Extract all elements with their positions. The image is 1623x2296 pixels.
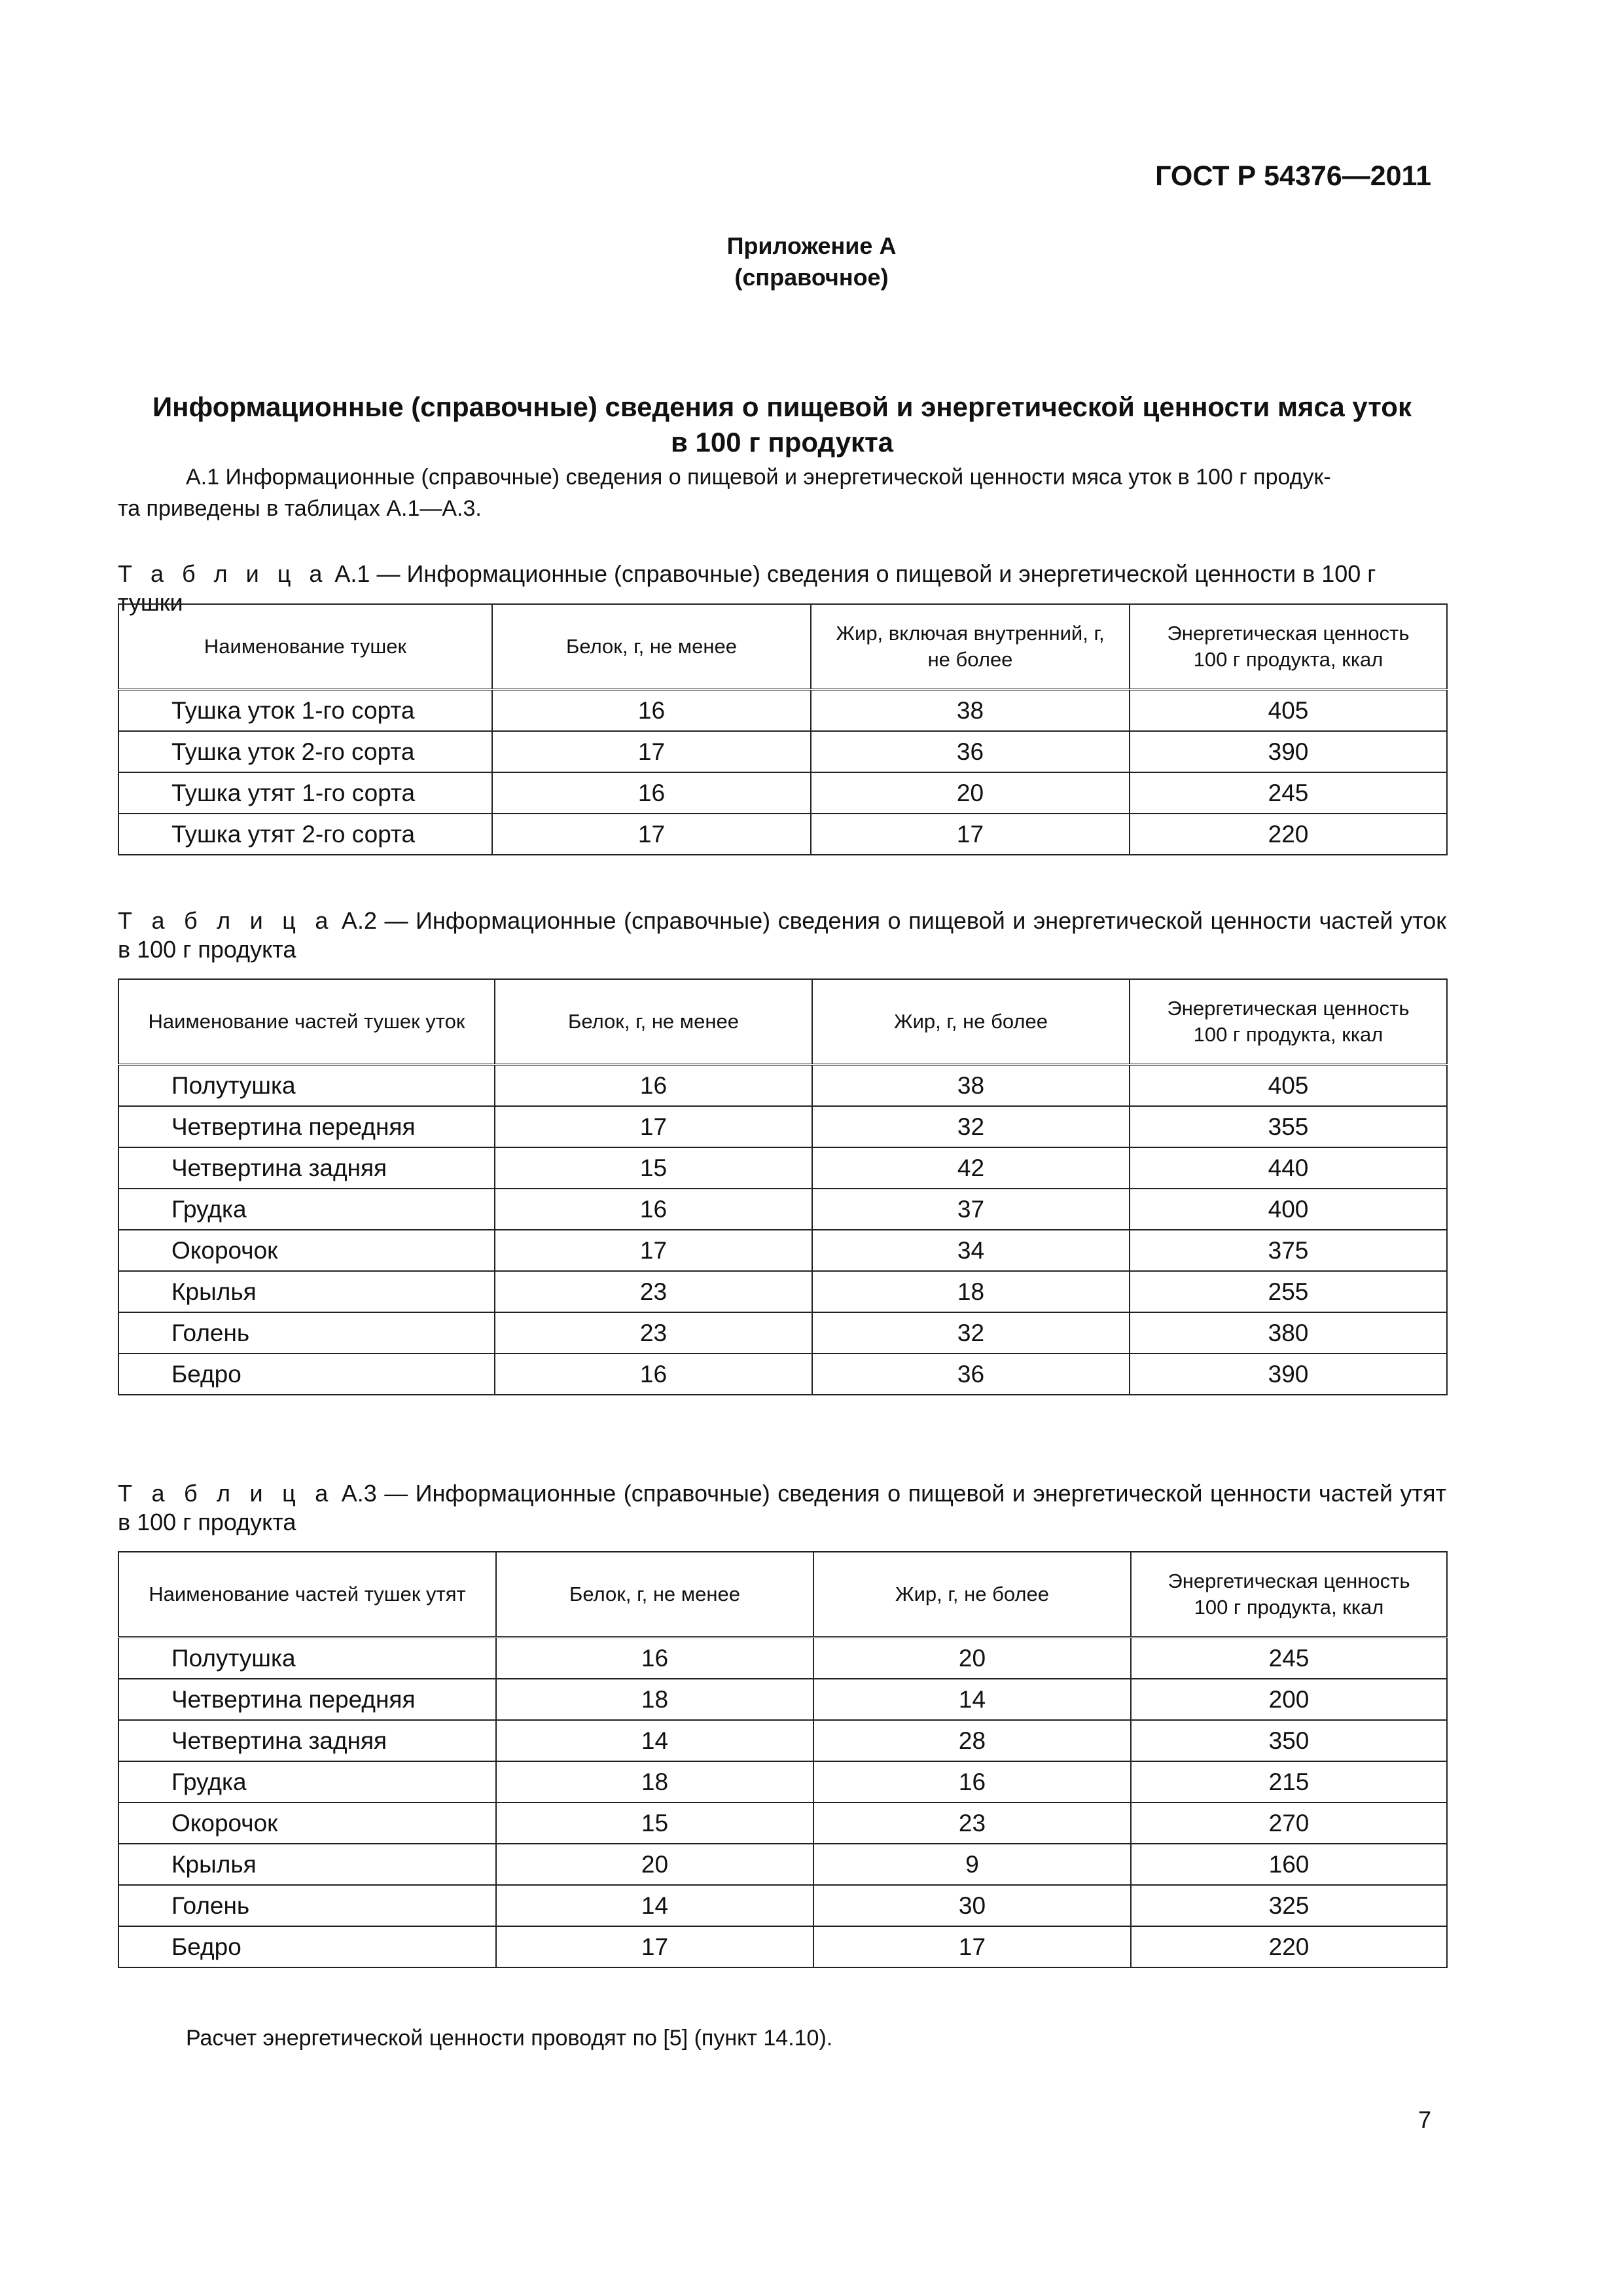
table-row bbox=[118, 1638, 1447, 1679]
table-cell-energy: 380 bbox=[1130, 1312, 1447, 1354]
table-cell-name: Окорочок bbox=[118, 1230, 495, 1271]
table-cell-name: Бедро bbox=[118, 1926, 496, 1967]
table-cell-fat: 14 bbox=[813, 1679, 1131, 1720]
table-cell-fat: 42 bbox=[812, 1147, 1130, 1189]
table-cell-energy: 325 bbox=[1131, 1885, 1447, 1926]
table-cell-protein: 14 bbox=[496, 1885, 813, 1926]
table-cell-fat: 36 bbox=[812, 1354, 1130, 1395]
table-cell-fat: 32 bbox=[812, 1106, 1130, 1147]
table-cell-name: Голень bbox=[118, 1312, 495, 1354]
table-cell-fat: 38 bbox=[812, 1065, 1130, 1107]
table-a3-caption-line2: в 100 г продукта bbox=[118, 1509, 296, 1535]
table-a1-header-energy: Энергетическая ценность 100 г продукта, ккал bbox=[1130, 604, 1447, 690]
annex-title: Приложение А bbox=[726, 232, 897, 259]
table-cell-energy: 245 bbox=[1131, 1638, 1447, 1679]
table-row bbox=[118, 1271, 1447, 1312]
table-cell-name: Грудка bbox=[118, 1761, 496, 1803]
table-a3-caption-prefix: Т а б л и ц а bbox=[118, 1480, 334, 1507]
table-cell-energy: 220 bbox=[1130, 814, 1447, 855]
table-cell-protein: 16 bbox=[495, 1189, 812, 1230]
table-cell-protein: 17 bbox=[495, 1230, 812, 1271]
table-row bbox=[118, 1230, 1447, 1271]
table-row bbox=[118, 1926, 1447, 1967]
table-a1-header-row bbox=[118, 604, 1447, 690]
table-a3-header-energy: Энергетическая ценность 100 г продукта, ккал bbox=[1131, 1552, 1447, 1638]
table-cell-energy: 440 bbox=[1130, 1147, 1447, 1189]
table-a2-caption-line2: в 100 г продукта bbox=[118, 936, 296, 963]
table-a2-caption-text: А.2 — Информационные (справочные) сведения о пищевой и энергетической ценности частей уток bbox=[334, 907, 1446, 934]
table-cell-fat: 20 bbox=[811, 772, 1130, 814]
table-cell-energy: 160 bbox=[1131, 1844, 1447, 1885]
table-a1-header-name: Наименование тушек bbox=[118, 604, 492, 690]
table-cell-energy: 245 bbox=[1130, 772, 1447, 814]
table-row bbox=[118, 1106, 1447, 1147]
table-row bbox=[118, 1803, 1447, 1844]
intro-paragraph-line2: та приведены в таблицах А.1—А.3. bbox=[118, 496, 482, 521]
annex-subtitle: (справочное) bbox=[734, 264, 889, 291]
table-cell-energy: 400 bbox=[1130, 1189, 1447, 1230]
table-cell-fat: 16 bbox=[813, 1761, 1131, 1803]
table-cell-energy: 405 bbox=[1130, 1065, 1447, 1107]
table-row bbox=[118, 1844, 1447, 1885]
table-a3-caption bbox=[118, 1479, 1446, 1508]
table-cell-fat: 30 bbox=[813, 1885, 1131, 1926]
table-cell-energy: 215 bbox=[1131, 1761, 1447, 1803]
document-title-line1: Информационные (справочные) сведения о пищевой и энергетической ценности мяса уток bbox=[152, 391, 1412, 422]
table-cell-protein: 16 bbox=[492, 690, 811, 732]
table-a2-header-protein: Белок, г, не менее bbox=[495, 979, 812, 1065]
table-row bbox=[118, 1065, 1447, 1107]
document-title bbox=[118, 389, 1446, 460]
table-row bbox=[118, 1189, 1447, 1230]
table-cell-fat: 38 bbox=[811, 690, 1130, 732]
table-cell-protein: 14 bbox=[496, 1720, 813, 1761]
table-a1-caption-text: А.1 — Информационные (справочные) сведения о пищевой и энергетической ценности в 100 г тушки bbox=[118, 560, 1376, 616]
table-cell-fat: 18 bbox=[812, 1271, 1130, 1312]
table-cell-protein: 23 bbox=[495, 1271, 812, 1312]
intro-paragraph bbox=[118, 461, 1446, 524]
table-cell-energy: 270 bbox=[1131, 1803, 1447, 1844]
table-a1-header-protein: Белок, г, не менее bbox=[492, 604, 811, 690]
table-cell-name: Полутушка bbox=[118, 1638, 496, 1679]
table-cell-name: Голень bbox=[118, 1885, 496, 1926]
table-cell-name: Четвертина задняя bbox=[118, 1720, 496, 1761]
table-a3-header-name: Наименование частей тушек утят bbox=[118, 1552, 496, 1638]
table-a2-header-row bbox=[118, 979, 1447, 1065]
table-row bbox=[118, 1354, 1447, 1395]
table-a2-caption bbox=[118, 906, 1446, 935]
table-cell-protein: 16 bbox=[496, 1638, 813, 1679]
table-cell-energy: 255 bbox=[1130, 1271, 1447, 1312]
table-cell-fat: 20 bbox=[813, 1638, 1131, 1679]
table-cell-protein: 15 bbox=[495, 1147, 812, 1189]
table-a1-header-fat: Жир, включая внутренний, г, не более bbox=[811, 604, 1130, 690]
table-row bbox=[118, 814, 1447, 855]
table-cell-name: Крылья bbox=[118, 1271, 495, 1312]
standard-number: ГОСТ Р 54376—2011 bbox=[1155, 160, 1431, 192]
table-cell-energy: 405 bbox=[1130, 690, 1447, 732]
table-cell-protein: 17 bbox=[496, 1926, 813, 1967]
table-a2 bbox=[118, 978, 1448, 1395]
table-row bbox=[118, 1147, 1447, 1189]
document-title-line2: в 100 г продукта bbox=[671, 427, 893, 457]
table-a2-header-energy: Энергетическая ценность 100 г продукта, ккал bbox=[1130, 979, 1447, 1065]
table-cell-name: Четвертина передняя bbox=[118, 1106, 495, 1147]
table-cell-fat: 17 bbox=[813, 1926, 1131, 1967]
table-cell-protein: 16 bbox=[495, 1354, 812, 1395]
table-cell-name: Тушка уток 2-го сорта bbox=[118, 731, 492, 772]
table-cell-protein: 16 bbox=[492, 772, 811, 814]
table-cell-protein: 17 bbox=[495, 1106, 812, 1147]
table-cell-fat: 32 bbox=[812, 1312, 1130, 1354]
table-cell-fat: 9 bbox=[813, 1844, 1131, 1885]
table-cell-energy: 200 bbox=[1131, 1679, 1447, 1720]
table-cell-energy: 375 bbox=[1130, 1230, 1447, 1271]
table-cell-energy: 220 bbox=[1131, 1926, 1447, 1967]
table-row bbox=[118, 690, 1447, 732]
table-cell-name: Окорочок bbox=[118, 1803, 496, 1844]
table-cell-name: Полутушка bbox=[118, 1065, 495, 1107]
table-cell-fat: 23 bbox=[813, 1803, 1131, 1844]
table-a3-header-row bbox=[118, 1552, 1447, 1638]
table-a3-caption-text: А.3 — Информационные (справочные) сведения о пищевой и энергетической ценности частей утят bbox=[334, 1480, 1446, 1507]
table-cell-fat: 34 bbox=[812, 1230, 1130, 1271]
table-cell-name: Крылья bbox=[118, 1844, 496, 1885]
table-cell-protein: 18 bbox=[496, 1679, 813, 1720]
table-a3-header-protein: Белок, г, не менее bbox=[496, 1552, 813, 1638]
footnote: Расчет энергетической ценности проводят по [5] (пункт 14.10). bbox=[186, 2026, 833, 2051]
table-a3-header-fat: Жир, г, не более bbox=[813, 1552, 1131, 1638]
table-cell-name: Тушка утят 2-го сорта bbox=[118, 814, 492, 855]
table-a1 bbox=[118, 603, 1448, 855]
table-cell-name: Тушка утят 1-го сорта bbox=[118, 772, 492, 814]
table-cell-fat: 28 bbox=[813, 1720, 1131, 1761]
table-cell-protein: 18 bbox=[496, 1761, 813, 1803]
table-row bbox=[118, 772, 1447, 814]
table-cell-protein: 20 bbox=[496, 1844, 813, 1885]
table-cell-protein: 17 bbox=[492, 814, 811, 855]
table-cell-energy: 390 bbox=[1130, 1354, 1447, 1395]
table-a2-header-name: Наименование частей тушек уток bbox=[118, 979, 495, 1065]
table-cell-name: Четвертина передняя bbox=[118, 1679, 496, 1720]
table-cell-protein: 23 bbox=[495, 1312, 812, 1354]
table-cell-name: Тушка уток 1-го сорта bbox=[118, 690, 492, 732]
table-cell-protein: 17 bbox=[492, 731, 811, 772]
table-row bbox=[118, 1720, 1447, 1761]
table-row bbox=[118, 1312, 1447, 1354]
table-row bbox=[118, 1885, 1447, 1926]
table-cell-fat: 17 bbox=[811, 814, 1130, 855]
intro-paragraph-line1: А.1 Информационные (справочные) сведения о пищевой и энергетической ценности мяса уток в 100 г продук- bbox=[186, 465, 1331, 490]
table-cell-name: Грудка bbox=[118, 1189, 495, 1230]
table-row bbox=[118, 1679, 1447, 1720]
table-cell-fat: 37 bbox=[812, 1189, 1130, 1230]
table-a2-caption-prefix: Т а б л и ц а bbox=[118, 907, 334, 934]
table-a2-header-fat: Жир, г, не более bbox=[812, 979, 1130, 1065]
table-cell-protein: 15 bbox=[496, 1803, 813, 1844]
table-a3 bbox=[118, 1551, 1448, 1968]
table-row bbox=[118, 1761, 1447, 1803]
table-row bbox=[118, 731, 1447, 772]
page-number: 7 bbox=[1418, 2106, 1431, 2133]
table-cell-energy: 390 bbox=[1130, 731, 1447, 772]
table-cell-name: Бедро bbox=[118, 1354, 495, 1395]
table-cell-protein: 16 bbox=[495, 1065, 812, 1107]
table-a1-caption-prefix: Т а б л и ц а bbox=[118, 560, 329, 587]
table-cell-fat: 36 bbox=[811, 731, 1130, 772]
table-cell-energy: 355 bbox=[1130, 1106, 1447, 1147]
table-cell-energy: 350 bbox=[1131, 1720, 1447, 1761]
table-cell-name: Четвертина задняя bbox=[118, 1147, 495, 1189]
